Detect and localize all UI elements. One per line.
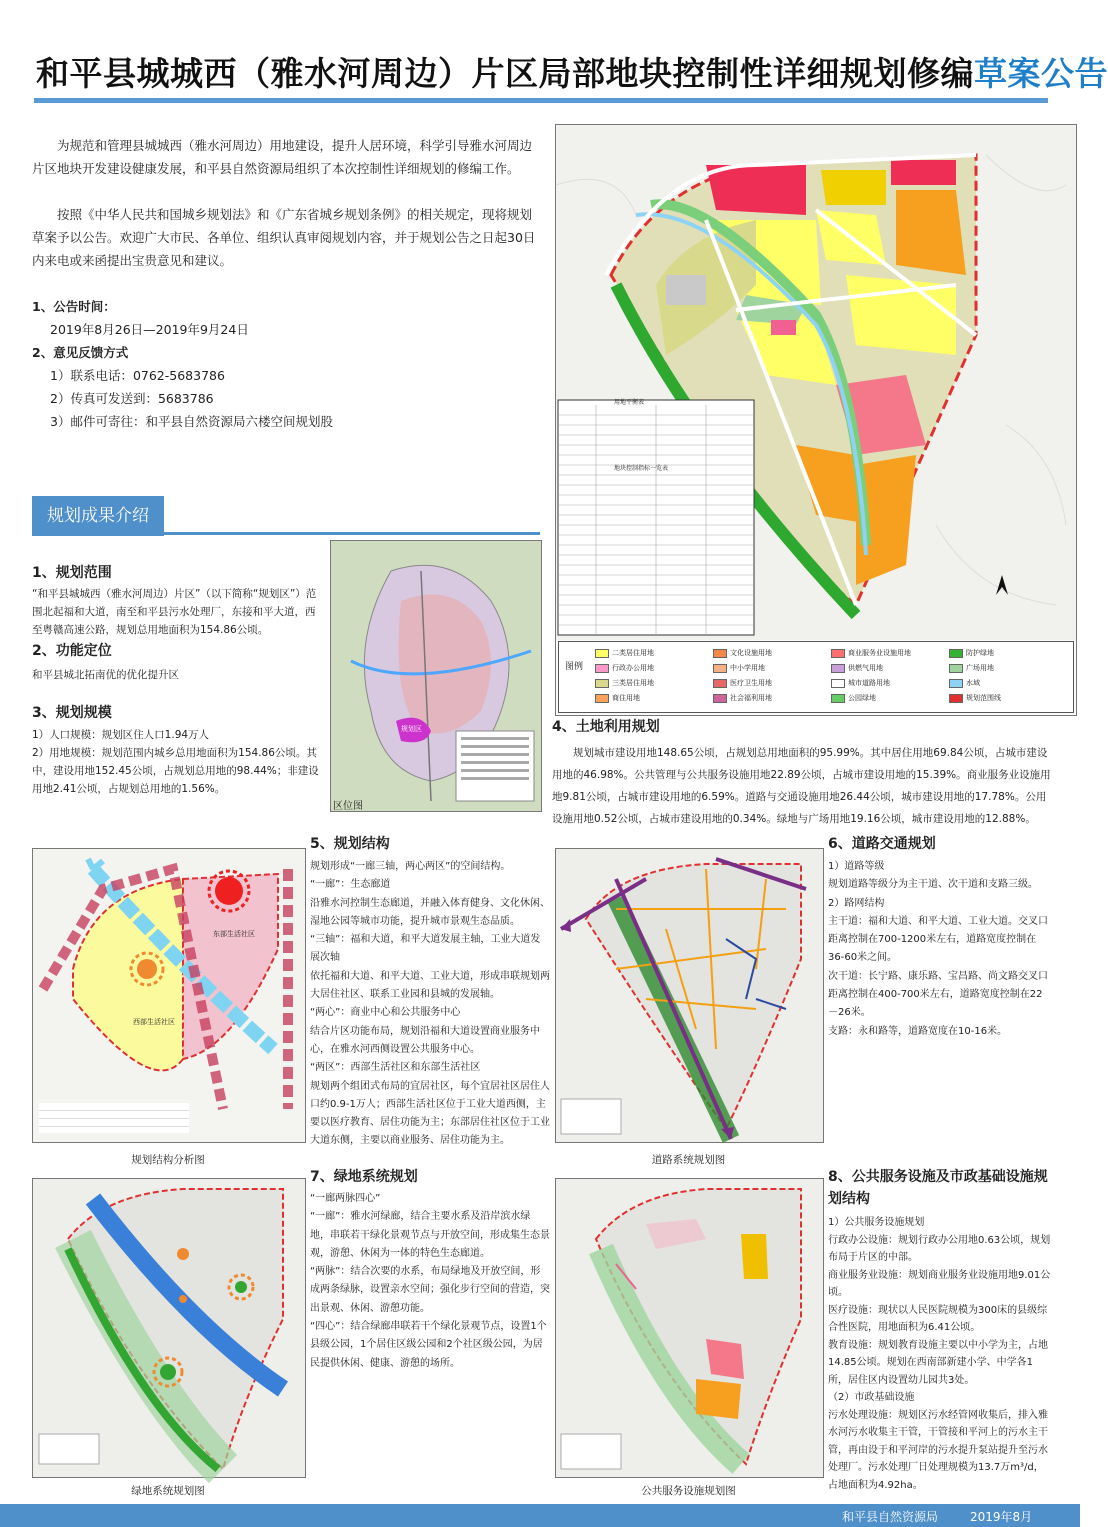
legend-swatch	[595, 664, 609, 673]
location-caption: 区位图	[333, 801, 363, 812]
legend-item-label: 行政办公用地	[612, 664, 654, 672]
location-map-graphic	[331, 541, 541, 811]
legend-item-label: 文化设施用地	[730, 649, 772, 657]
public-service-map	[555, 1178, 824, 1478]
structure-label-west: 西部生活社区	[133, 1018, 175, 1026]
structure-map-graphic	[33, 849, 305, 1099]
land-use-map-graphic	[556, 125, 1076, 640]
legend-swatch	[713, 679, 727, 688]
legend-item	[713, 663, 765, 673]
s8-heading: 8、公共服务设施及市政基础设施规划结构	[828, 1169, 1048, 1207]
structure-map-caption: 规划结构分析图	[131, 1154, 205, 1166]
s3-heading: 3、规划规模	[32, 705, 112, 721]
legend-item-label: 三类居住用地	[612, 679, 654, 687]
footer-date: 2019年8月	[970, 1510, 1033, 1524]
location-map	[330, 540, 542, 812]
road-map	[555, 848, 824, 1143]
title-divider	[34, 98, 1048, 103]
legend-item	[831, 648, 911, 658]
intro-paragraph-2: 按照《中华人民共和国城乡规划法》和《广东省城乡规划条例》的相关规定，现将规划草案予以公告。欢迎广大市民、各单位、组织认真审阅规划内容，并于规划公告之日起30日内来电或来函提出宝贵意见和建议。	[32, 207, 536, 268]
land-use-map	[555, 124, 1077, 716]
legend-item-label: 城市道路用地	[848, 679, 890, 687]
land-use-index-table-title: 地块控制指标一览表	[614, 465, 669, 472]
legend-swatch	[831, 679, 845, 688]
public-service-map-graphic	[556, 1179, 823, 1477]
s8-text: 1）公共服务设施规划 行政办公设施：规划行政办公用地0.63公顷，规划布局于片区的中部。 商业服务业设施：规划商业服务业设施用地9.01公顷。 医疗设施：现状以人民医院规模为300床的县级综合性医院，用地面积为6.41公顷。 教育设施：规划教育设施主要以中小学为主，占地14.85公顷。规划在西南部新建小学、中学各1所，居住区内设置幼儿园共3处。 （2）市政基础设施 污水处理设施：规划区污水经管网收集后，排入雅水河污水收集主干管，干管接和平河上的污水主干管，再由设于和平河岸的污水提升泵站提升至污水处理厂。污水处理厂日处理规模为13.7万m³/d，占地面积为4.92ha。	[828, 1217, 1051, 1491]
legend-swatch	[713, 664, 727, 673]
road-map-graphic	[556, 849, 823, 1142]
land-use-legend	[558, 641, 1074, 713]
legend-swatch	[595, 649, 609, 658]
legend-item	[595, 693, 640, 703]
s6-heading: 6、道路交通规划	[828, 836, 936, 852]
s7-heading: 7、绿地系统规划	[310, 1169, 418, 1185]
legend-item-label: 广场用地	[966, 664, 994, 672]
notice-fax: 2）传真可发送到：5683786	[50, 391, 214, 406]
green-map-caption: 绿地系统规划图	[131, 1485, 205, 1497]
legend-item-label: 公园绿地	[848, 694, 876, 702]
s4-text: 规划城市建设用地148.65公顷，占规划总用地面积的95.99%。其中居住用地69.84公顷，占城市建设用地的46.98%。公共管理与公共服务设施用地22.89公顷，占城市建设用地的15.39%。商业服务业设施用地9.81公顷，占城市建设用地的6.59%。道路与交通设施用地26.44公顷，城市建设用地的17.78%。公用设施用地0.52公顷，占城市建设用地的0.34%。绿地与广场用地19.16公顷，城市建设用地的12.88%。	[552, 747, 1051, 825]
legend-item-label: 商住用地	[612, 694, 640, 702]
legend-swatch	[831, 664, 845, 673]
legend-item	[713, 648, 772, 658]
legend-item-label: 防护绿地	[966, 649, 994, 657]
notice-time-heading: 1、公告时间：	[32, 299, 116, 314]
section-underline	[164, 532, 540, 535]
page-title	[36, 48, 1108, 95]
structure-label-east: 东部生活社区	[213, 930, 255, 938]
s6-text: 1）道路等级 规划道路等级分为主干道、次干道和支路三级。 2）路网结构 主干道：福和大道、和平大道、工业大道。交叉口距离控制在700-1200米左右，道路宽度控制在36-60米之间。 次干道：长宁路、康乐路、宝昌路、尚文路交叉口距离控制在400-700米左右，道路宽度控制在22－26米。 支路：永和路等，道路宽度在10-16米。	[828, 861, 1048, 1037]
structure-map	[32, 848, 306, 1143]
location-area-tag: 规划区	[401, 725, 422, 733]
legend-item-label: 规划范围线	[966, 694, 1001, 702]
legend-swatch	[949, 679, 963, 688]
notice-time-value: 2019年8月26日—2019年9月24日	[50, 322, 249, 337]
s1-heading: 1、规划范围	[32, 565, 112, 581]
green-map	[32, 1178, 306, 1478]
legend-swatch	[831, 649, 845, 658]
notice-mail: 3）邮件可寄往：和平县自然资源局六楼空间规划股	[50, 414, 333, 429]
legend-swatch	[595, 679, 609, 688]
legend-item	[949, 678, 980, 688]
legend-swatch	[949, 664, 963, 673]
legend-item	[949, 693, 1001, 703]
s1-text: “和平县城城西（雅水河周边）片区”（以下简称“规划区”）范围北起福和大道，南至和平县污水处理厂，东接和平大道，西至粤赣高速公路，规划总用地面积为154.86公顷。	[32, 588, 317, 636]
s2-text: 和平县城北拓南优的优化提升区	[32, 669, 179, 681]
section-title: 规划成果介绍	[32, 496, 164, 536]
title-main: 和平县城城西（雅水河周边）片区局部地块控制性详细规划修编	[36, 54, 974, 93]
legend-swatch	[713, 649, 727, 658]
legend-item	[949, 648, 994, 658]
s3-line-2: 2）用地规模：规划范围内城乡总用地面积为154.86公顷。其中，建设用地152.45公顷，占规划总用地的98.44%；非建设用地2.41公顷，占规划总用地的1.56%。	[32, 747, 319, 795]
s4-heading: 4、土地利用规划	[552, 719, 660, 735]
section-header	[32, 496, 540, 536]
land-use-table-title: 用地平衡表	[614, 399, 645, 406]
title-highlight: 草案公告	[974, 54, 1108, 93]
green-map-graphic	[33, 1179, 305, 1477]
s5-heading: 5、规划结构	[310, 836, 390, 852]
road-map-caption: 道路系统规划图	[651, 1154, 726, 1166]
legend-item	[949, 663, 994, 673]
legend-swatch	[949, 694, 963, 703]
legend-item-label: 二类居住用地	[612, 649, 654, 657]
legend-item	[595, 648, 654, 658]
legend-item	[831, 663, 883, 673]
legend-item-label: 水域	[966, 679, 980, 687]
legend-item	[713, 678, 772, 688]
footer-bar	[0, 1504, 1080, 1527]
legend-swatch	[831, 694, 845, 703]
s2-heading: 2、功能定位	[32, 643, 112, 659]
public-service-map-caption: 公共服务设施规划图	[641, 1485, 736, 1497]
structure-legend	[39, 1103, 189, 1133]
legend-swatch	[949, 649, 963, 658]
legend-item	[831, 693, 876, 703]
legend-item-label: 中小学用地	[730, 664, 765, 672]
legend-item	[831, 678, 890, 688]
legend-item-label: 商业服务业设施用地	[848, 649, 911, 657]
s5-text: 规划形成“一廊三轴，两心两区”的空间结构。 “一廊”：生态廊道 沿雅水河控制生态廊道，并融入体育健身、文化休闲、湿地公园等城市功能，提升城市景观生态品质。 “三轴”：福和大道，和平大道发展主轴，工业大道发展次轴 依托福和大道、和平大道、工业大道，形成串联规划两大居住社区、联系工业园和县城的发展轴。 “两心”：商业中心和公共服务中心 结合片区功能布局，规划沿福和大道设置商业服务中心，在雅水河西侧设置公共服务中心。 “两区”：西部生活社区和东部生活社区 规划两个组团式布局的宜居社区，每个宜居社区居住人口约0.9-1万人；西部生活社区位于工业大道西侧，主要以医疗教育、居住功能为主；东部居住社区位于工业大道东侧，主要以商业服务、居住功能为主。	[310, 861, 550, 1147]
s7-text: “一廊两脉四心” “一廊”：雅水河绿廊，结合主要水系及沿岸滨水绿地，串联若干绿化景观节点与开放空间，形成集生态景观，游憩、休闲为一体的特色生态廊道。 “两脉”：结合次要的水系，布局绿地及开放空间，形成两条绿脉，设置亲水空间；强化步行空间的营造，突出景观、休闲、游憩功能。 “四心”：结合绿廊串联若干个绿化景观节点，设置1个县级公园，1个居住区级公园和2个社区级公园，为居民提供休闲、健康、游憩的场所。	[310, 1193, 550, 1369]
legend-item	[713, 693, 772, 703]
legend-swatch	[713, 694, 727, 703]
legend-item	[595, 678, 654, 688]
footer-org: 和平县自然资源局	[842, 1510, 939, 1524]
legend-item-label: 医疗卫生用地	[730, 679, 772, 687]
notice-phone: 1）联系电话：0762-5683786	[50, 368, 225, 383]
intro-paragraph-1: 为规范和管理县城城西（雅水河周边）用地建设，提升人居环境，科学引导雅水河周边片区地块开发建设健康发展，和平县自然资源局组织了本次控制性详细规划的修编工作。	[32, 138, 533, 176]
notice-feedback-heading: 2、意见反馈方式	[32, 345, 129, 360]
legend-label: 图例	[565, 662, 584, 672]
legend-item	[595, 663, 654, 673]
legend-swatch	[595, 694, 609, 703]
legend-item-label: 社会福利用地	[730, 694, 772, 702]
s3-line-1: 1）人口规模：规划区住人口1.94万人	[32, 729, 210, 741]
legend-item-label: 供燃气用地	[848, 664, 883, 672]
